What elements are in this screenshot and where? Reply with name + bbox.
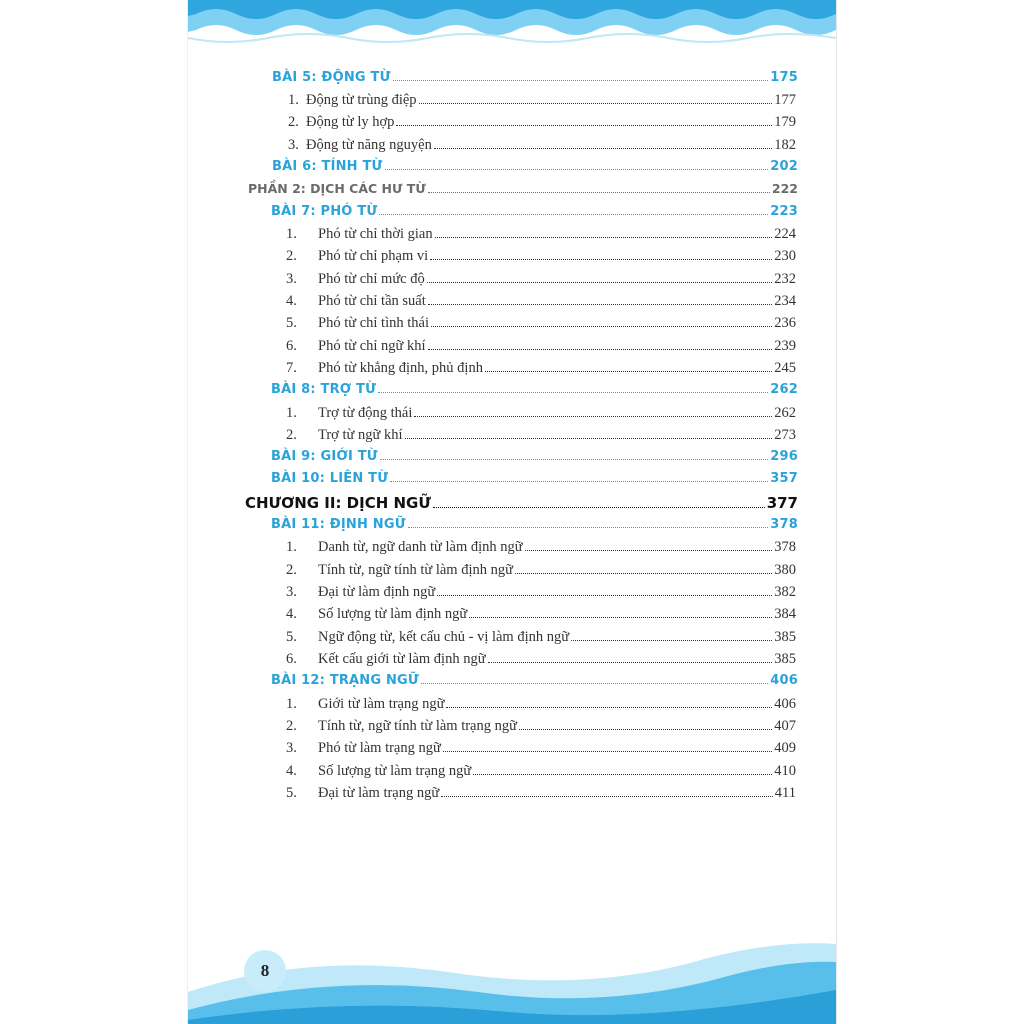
toc-page-number: 378 xyxy=(770,517,798,532)
toc-part-heading xyxy=(248,181,798,197)
toc-subitem xyxy=(286,271,796,288)
toc-entry-title xyxy=(286,696,444,713)
toc-page-number: 234 xyxy=(774,293,796,309)
toc-entry-title xyxy=(286,539,523,556)
dot-leader xyxy=(433,507,765,508)
toc-chapter-heading xyxy=(245,494,798,512)
toc-entry-number: 5. xyxy=(286,315,297,331)
toc-entry-text: Động từ trùng điệp xyxy=(306,92,417,108)
toc-entry-number: 3. xyxy=(286,271,297,287)
toc-entry-number: 2. xyxy=(286,427,297,443)
toc-page-number: 175 xyxy=(770,70,798,85)
dot-leader xyxy=(515,573,772,574)
toc-entry-title xyxy=(286,405,412,422)
toc-subitem xyxy=(286,785,796,802)
dot-leader xyxy=(434,148,772,149)
toc-entry-text: Phó từ chỉ tần suất xyxy=(318,293,426,309)
toc-subitem xyxy=(286,427,796,444)
toc-page-number: 262 xyxy=(770,382,798,397)
toc-subitem xyxy=(286,651,796,668)
dot-leader xyxy=(519,729,772,730)
toc-entry-number: 4. xyxy=(286,293,297,309)
toc-entry-text: Phó từ chỉ thời gian xyxy=(318,226,433,242)
toc-entry-title: BÀI 5: ĐỘNG TỪ xyxy=(272,70,391,85)
toc-page-number: 382 xyxy=(774,584,796,600)
toc-subitem xyxy=(286,293,796,310)
toc-entry-title xyxy=(286,584,435,601)
toc-lesson-heading xyxy=(271,449,798,464)
toc-subitem xyxy=(288,114,796,131)
dot-leader xyxy=(385,169,769,170)
toc-lesson-heading xyxy=(271,382,798,397)
toc-entry-title xyxy=(286,427,403,444)
toc-entry-text: Giới từ làm trạng ngữ xyxy=(318,696,445,712)
dot-leader xyxy=(378,392,768,393)
toc-page-number: 245 xyxy=(774,360,796,376)
toc-lesson-heading xyxy=(272,70,798,85)
toc-entry-text: Phó từ khẳng định, phủ định xyxy=(318,360,483,376)
toc-entry-title: BÀI 10: LIÊN TỪ xyxy=(271,471,389,486)
toc-entry-title: BÀI 7: PHÓ TỪ xyxy=(271,204,378,219)
toc-entry-title: BÀI 6: TÍNH TỪ xyxy=(272,159,383,174)
toc-subitem xyxy=(286,606,796,623)
dot-leader xyxy=(390,481,768,482)
dot-leader xyxy=(485,371,772,372)
toc-entry-title xyxy=(286,338,426,355)
toc-entry-text: Phó từ chỉ tình thái xyxy=(318,315,429,331)
toc-entry-title xyxy=(286,248,428,265)
toc-subitem xyxy=(286,562,796,579)
toc-lesson-heading xyxy=(271,204,798,219)
toc-page-number: 384 xyxy=(774,606,796,622)
toc-entry-title: BÀI 11: ĐỊNH NGỮ xyxy=(271,517,406,532)
toc-entry-text: Trợ từ động thái xyxy=(318,405,413,421)
page-number: 8 xyxy=(260,961,270,980)
toc-entry-number: 4. xyxy=(286,763,297,779)
toc-entry-text: Danh từ, ngữ danh từ làm định ngữ xyxy=(318,539,523,555)
toc-page-number: 223 xyxy=(770,204,798,219)
toc-lesson-heading xyxy=(271,673,798,688)
toc-entry-text: Kết cấu giới từ làm định ngữ xyxy=(318,651,486,667)
toc-entry-text: Phó từ chỉ ngữ khí xyxy=(318,338,426,354)
toc-entry-number: 2. xyxy=(288,114,299,130)
toc-entry-title xyxy=(288,137,432,154)
toc-page-number: 380 xyxy=(774,562,796,578)
toc-page-number: 385 xyxy=(774,651,796,667)
toc-entry-number: 5. xyxy=(286,785,297,801)
page-number-badge xyxy=(244,950,286,992)
toc-entry-text: Đại từ làm trạng ngữ xyxy=(318,785,440,801)
toc-page-number: 179 xyxy=(774,114,796,130)
dot-leader xyxy=(379,214,768,215)
toc-entry-title xyxy=(286,785,439,802)
dot-leader xyxy=(430,259,772,260)
dot-leader xyxy=(393,80,769,81)
toc-subitem xyxy=(286,248,796,265)
toc-page-number: 182 xyxy=(774,137,796,153)
toc-subitem xyxy=(286,539,796,556)
toc-subitem xyxy=(288,92,796,109)
toc-page-number: 410 xyxy=(774,763,796,779)
toc-entry-title xyxy=(286,629,569,646)
toc-lesson-heading xyxy=(272,159,798,174)
toc-page-number: 202 xyxy=(770,159,798,174)
toc-subitem xyxy=(286,696,796,713)
toc-subitem xyxy=(286,315,796,332)
dot-leader xyxy=(396,125,772,126)
toc-subitem xyxy=(286,360,796,377)
toc-entry-number: 3. xyxy=(286,740,297,756)
dot-leader xyxy=(571,640,772,641)
toc-entry-number: 1. xyxy=(286,696,297,712)
dot-leader xyxy=(443,751,772,752)
toc-lesson-heading xyxy=(271,471,798,486)
dot-leader xyxy=(525,550,773,551)
toc-page-number: 411 xyxy=(774,785,796,801)
toc-subitem xyxy=(286,584,796,601)
toc-subitem xyxy=(286,718,796,735)
toc-entry-title: BÀI 8: TRỢ TỪ xyxy=(271,382,377,397)
dot-leader xyxy=(421,683,768,684)
toc-entry-title xyxy=(286,360,483,377)
toc-entry-number: 1. xyxy=(286,226,297,242)
toc-entry-text: Tính từ, ngữ tính từ làm trạng ngữ xyxy=(318,718,517,734)
toc-entry-title: BÀI 12: TRẠNG NGỮ xyxy=(271,673,419,688)
toc-entry-number: 1. xyxy=(286,539,297,555)
toc-entry-text: Động từ năng nguyện xyxy=(306,137,432,153)
toc-page-number: 377 xyxy=(766,494,798,512)
dot-leader xyxy=(419,103,773,104)
dot-leader xyxy=(408,527,768,528)
toc-entry-number: 2. xyxy=(286,248,297,264)
dot-leader xyxy=(469,617,772,618)
toc-page-number: 406 xyxy=(770,673,798,688)
toc-entry-number: 3. xyxy=(286,584,297,600)
dot-leader xyxy=(437,595,772,596)
toc-subitem xyxy=(286,405,796,422)
toc-lesson-heading xyxy=(271,517,798,532)
toc-entry-text: Phó từ chỉ phạm vi xyxy=(318,248,429,264)
toc-page-number: 236 xyxy=(774,315,796,331)
toc-page-number: 230 xyxy=(774,248,796,264)
toc-subitem xyxy=(286,226,796,243)
dot-leader xyxy=(473,774,772,775)
toc-entry-title xyxy=(288,92,417,109)
toc-page-number: 357 xyxy=(770,471,798,486)
toc-page-number: 262 xyxy=(774,405,796,421)
toc-entry-text: Số lượng từ làm trạng ngữ xyxy=(318,763,472,779)
toc-page-number: 296 xyxy=(770,449,798,464)
toc-entry-title xyxy=(286,740,441,757)
toc-page-number: 239 xyxy=(774,338,796,354)
toc-entry-number: 6. xyxy=(286,338,297,354)
toc-page-number: 273 xyxy=(774,427,796,443)
toc-entry-number: 2. xyxy=(286,718,297,734)
book-page xyxy=(188,0,836,1024)
dot-leader xyxy=(414,416,772,417)
toc-page-number: 378 xyxy=(774,539,796,555)
toc-page-number: 406 xyxy=(774,696,796,712)
toc-entry-title: PHẦN 2: DỊCH CÁC HƯ TỪ xyxy=(248,181,426,196)
toc-entry-title xyxy=(286,226,433,243)
toc-entry-title xyxy=(288,114,394,131)
toc-page-number: 407 xyxy=(774,718,796,734)
toc-entry-title xyxy=(286,271,425,288)
dot-leader xyxy=(428,304,773,305)
toc-entry-text: Ngữ động từ, kết cấu chủ - vị làm định ngữ xyxy=(318,629,570,645)
toc-subitem xyxy=(286,629,796,646)
toc-entry-number: 6. xyxy=(286,651,297,667)
toc-subitem xyxy=(286,763,796,780)
toc-subitem xyxy=(286,338,796,355)
wave-footer-decoration xyxy=(188,932,836,1024)
dot-leader xyxy=(446,707,772,708)
toc-entry-text: Đại từ làm định ngữ xyxy=(318,584,436,600)
toc-entry-title: CHƯƠNG II: DỊCH NGỮ xyxy=(245,494,431,512)
toc-entry-text: Số lượng từ làm định ngữ xyxy=(318,606,468,622)
toc-entry-text: Phó từ làm trạng ngữ xyxy=(318,740,441,756)
toc-page-number: 222 xyxy=(771,181,798,196)
toc-entry-text: Phó từ chỉ mức độ xyxy=(318,271,425,287)
toc-page-number: 177 xyxy=(774,92,796,108)
dot-leader xyxy=(435,237,773,238)
toc-entry-text: Tính từ, ngữ tính từ làm định ngữ xyxy=(318,562,513,578)
toc-subitem xyxy=(286,740,796,757)
toc-page-number: 409 xyxy=(774,740,796,756)
dot-leader xyxy=(428,349,773,350)
toc-entry-title xyxy=(286,315,429,332)
toc-entry-number: 3. xyxy=(288,137,299,153)
toc-entry-number: 2. xyxy=(286,562,297,578)
dot-leader xyxy=(431,326,772,327)
wave-header-decoration xyxy=(188,0,836,52)
dot-leader xyxy=(427,282,773,283)
toc-page-number: 385 xyxy=(774,629,796,645)
toc-entry-text: Trợ từ ngữ khí xyxy=(318,427,403,443)
toc-entry-title xyxy=(286,718,517,735)
toc-entry-number: 1. xyxy=(286,405,297,421)
toc-entry-title: BÀI 9: GIỚI TỪ xyxy=(271,449,378,464)
toc-entry-number: 7. xyxy=(286,360,297,376)
toc-subitem xyxy=(288,137,796,154)
dot-leader xyxy=(428,192,770,193)
dot-leader xyxy=(441,796,773,797)
toc-entry-title xyxy=(286,763,471,780)
dot-leader xyxy=(405,438,773,439)
toc-entry-title xyxy=(286,606,467,623)
toc-entry-title xyxy=(286,293,426,310)
toc-entry-number: 4. xyxy=(286,606,297,622)
toc-entry-number: 5. xyxy=(286,629,297,645)
toc-page-number: 232 xyxy=(774,271,796,287)
toc-entry-title xyxy=(286,562,513,579)
dot-leader xyxy=(380,459,768,460)
toc-entry-number: 1. xyxy=(288,92,299,108)
toc-page-number: 224 xyxy=(774,226,796,242)
dot-leader xyxy=(488,662,773,663)
toc-entry-title xyxy=(286,651,486,668)
toc-entry-text: Động từ ly hợp xyxy=(306,114,395,130)
